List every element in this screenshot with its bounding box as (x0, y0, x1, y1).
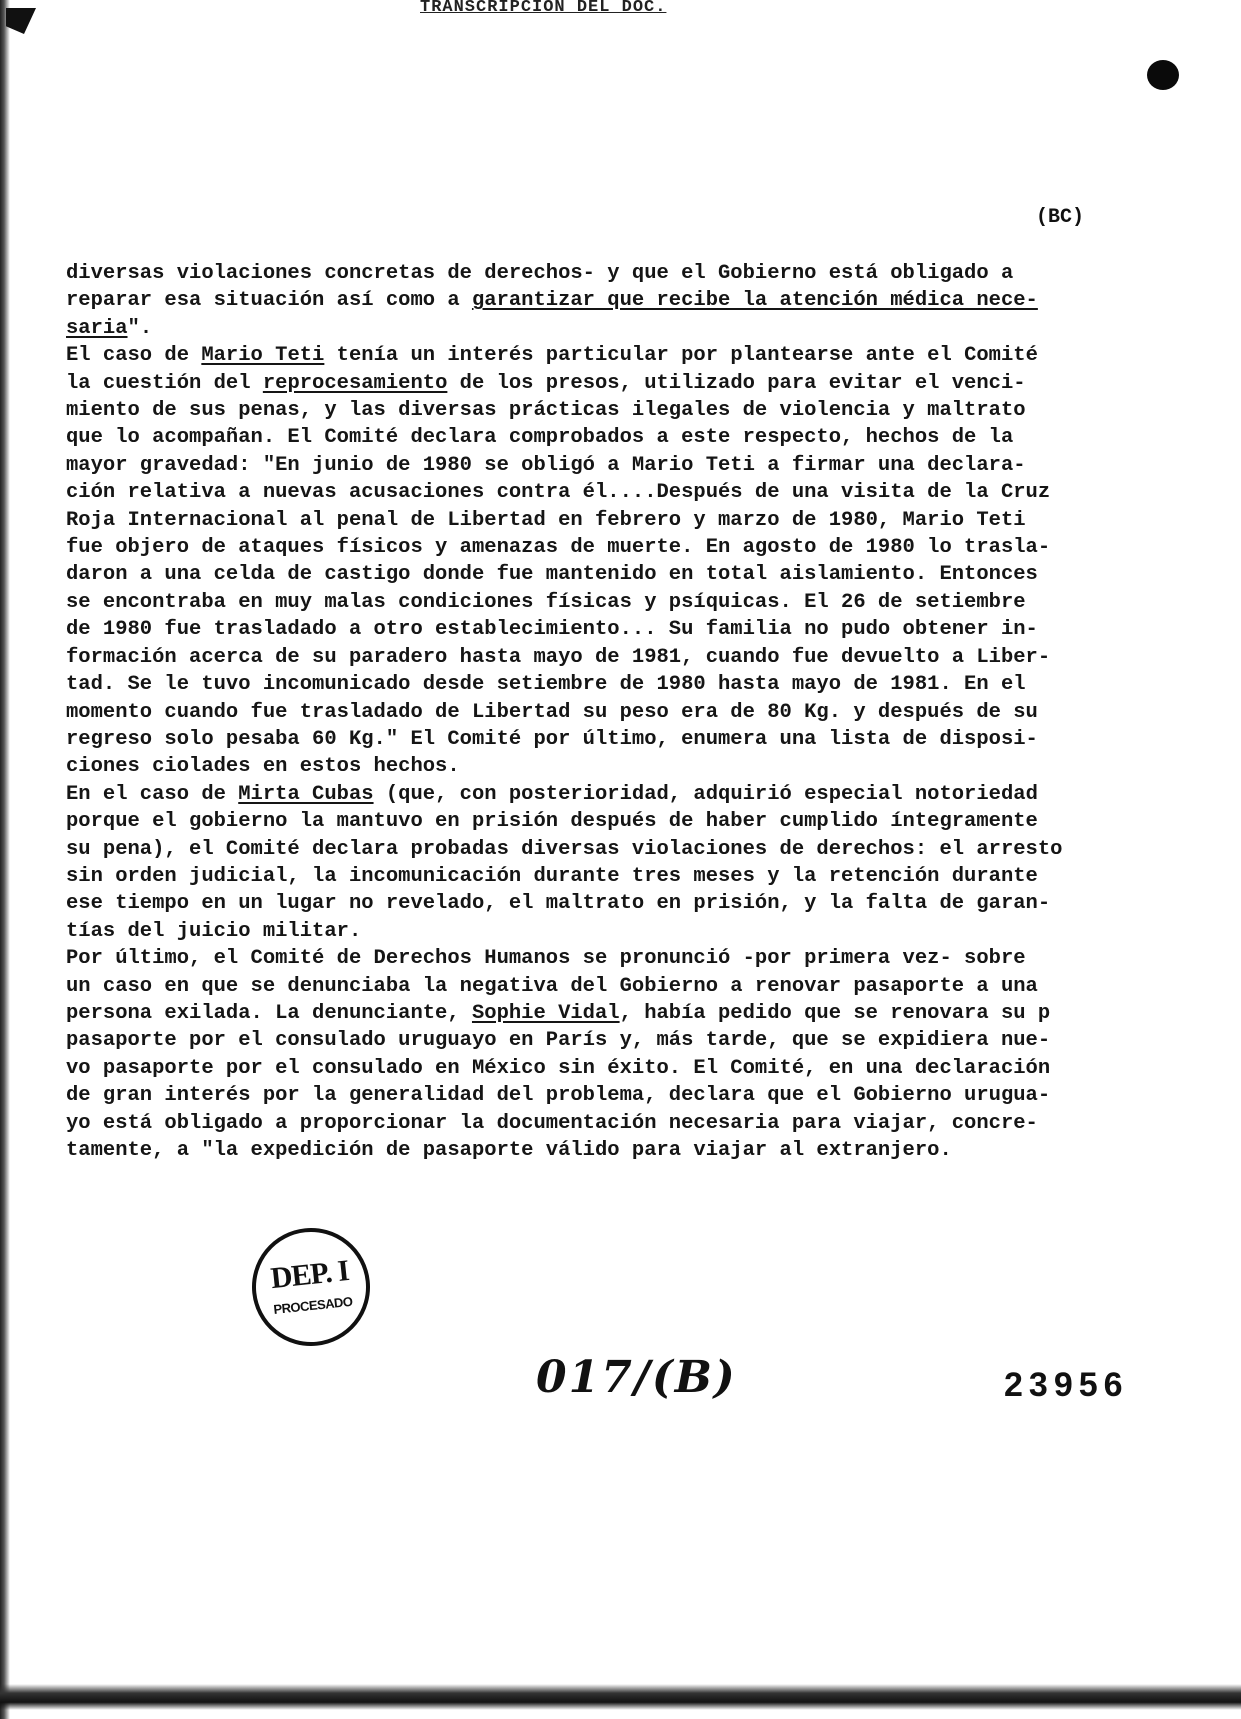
stamp-department: DEP. I (269, 1254, 351, 1296)
text-line: ciones ciolades en estos hechos. (66, 755, 460, 779)
text-line-part: persona exilada. La denunciante, (66, 1001, 472, 1025)
text-line: tad. Se le tuvo incomunicado desde setiembre de 1980 hasta mayo de 1981. En el (66, 673, 1026, 697)
text-line: tamente, a "la expedición de pasaporte válido para viajar al extranjero. (66, 1139, 952, 1162)
text-line (66, 342, 1206, 369)
scan-corner-mark (6, 8, 36, 34)
text-line: ción relativa a nuevas acusaciones contra él....Después de una visita de la Cruz (66, 481, 1051, 505)
text-line: pasaporte por el consulado uruguayo en París y, más tarde, que se expidiera nue- (66, 1029, 1051, 1053)
text-line-part: la cuestión del (66, 371, 263, 395)
text-line: se encontraba en muy malas condiciones físicas y psíquicas. El 26 de setiembre (66, 590, 1026, 614)
text-line: yo está obligado a proporcionar la documentación necesaria para viajar, concre- (66, 1111, 1038, 1135)
text-line: Por último, el Comité de Derechos Humanos se pronunció -por primera vez- sobre (66, 947, 1026, 971)
text-line (66, 370, 1206, 397)
scan-bottom-edge (0, 1684, 1241, 1710)
text-line: ese tiempo en un lugar no revelado, el maltrato en prisión, y la falta de garan- (66, 892, 1051, 916)
text-line: vo pasaporte por el consulado en México sin éxito. El Comité, en una declaración (66, 1056, 1051, 1080)
hole-punch-mark (1147, 60, 1179, 90)
text-line: un caso en que se denunciaba la negativa del Gobierno a renovar pasaporte a una (66, 974, 1038, 998)
underlined-term: saria (66, 316, 128, 340)
text-line-part: ". (127, 316, 153, 340)
text-line: de 1980 fue trasladado a otro establecimiento... Su familia no pudo obtener in- (66, 618, 1038, 642)
text-line: mayor gravedad: "En junio de 1980 se obligó a Mario Teti a firmar una declara- (66, 453, 1026, 477)
scan-left-edge (0, 0, 10, 1719)
underlined-term: Mario Teti (201, 344, 325, 368)
text-line: sin orden judicial, la incomunicación durante tres meses y la retención durante (66, 864, 1038, 888)
text-line: regreso solo pesaba 60 Kg." El Comité por último, enumera una lista de disposi- (66, 727, 1038, 751)
text-line-part: de los presos, utilizado para evitar el venci- (447, 371, 1026, 395)
underlined-term: Sophie Vidal (471, 1001, 620, 1025)
text-line-part: , había pedido que se renovara su p (619, 1001, 1051, 1025)
text-line: momento cuando fue trasladado de Libertad su peso era de 80 Kg. y después de su (66, 700, 1038, 724)
text-line: fue objero de ataques físicos y amenazas de muerte. En agosto de 1980 lo trasla- (66, 536, 1051, 560)
text-line (66, 287, 1206, 314)
text-line (66, 315, 1206, 342)
underlined-term: garantizar que recibe la atención médica nece- (471, 289, 1038, 313)
text-line: porque el gobierno la mantuvo en prisión después de haber cumplido íntegramente (66, 810, 1038, 834)
text-line-part: tenía un interés particular por plantearse ante el Comité (324, 344, 1038, 368)
processed-stamp (246, 1222, 376, 1352)
page-header: TRANSCRIPCION DEL DOC. (420, 0, 667, 17)
text-line: tías del juicio militar. (66, 919, 362, 943)
underlined-term: reprocesamiento (262, 371, 448, 395)
text-line: miento de sus penas, y las diversas prácticas ilegales de violencia y maltrato (66, 399, 1026, 423)
text-line-part: reparar esa situación así como a (66, 289, 472, 313)
text-line-part: En el caso de (66, 782, 239, 806)
document-number: 23956 (1004, 1366, 1129, 1404)
text-line: su pena), el Comité declara probadas diversas violaciones de derechos: el arresto (66, 837, 1063, 861)
text-line: daron a una celda de castigo donde fue mantenido en total aislamiento. Entonces (66, 563, 1038, 587)
text-line: de gran interés por la generalidad del problema, declara que el Gobierno urugua- (66, 1084, 1051, 1108)
text-line: Roja Internacional al penal de Libertad en febrero y marzo de 1980, Mario Teti (66, 508, 1026, 532)
text-line: diversas violaciones concretas de derechos- y que el Gobierno está obligado a (66, 262, 1014, 285)
text-line: formación acerca de su paradero hasta mayo de 1981, cuando fue devuelto a Liber- (66, 645, 1051, 669)
document-code: (BC) (1036, 206, 1085, 229)
text-line: que lo acompañan. El Comité declara comprobados a este respecto, hechos de la (66, 426, 1014, 450)
handwritten-folio: 017/(B) (536, 1352, 737, 1403)
text-line-part: (que, con posterioridad, adquirió especial notoriedad (373, 782, 1038, 806)
text-line (66, 781, 1206, 808)
stamp-status: PROCESADO (272, 1293, 354, 1318)
text-line (66, 1000, 1206, 1027)
underlined-term: Mirta Cubas (238, 782, 374, 806)
document-body (66, 260, 1206, 1164)
text-line-part: El caso de (66, 344, 202, 368)
